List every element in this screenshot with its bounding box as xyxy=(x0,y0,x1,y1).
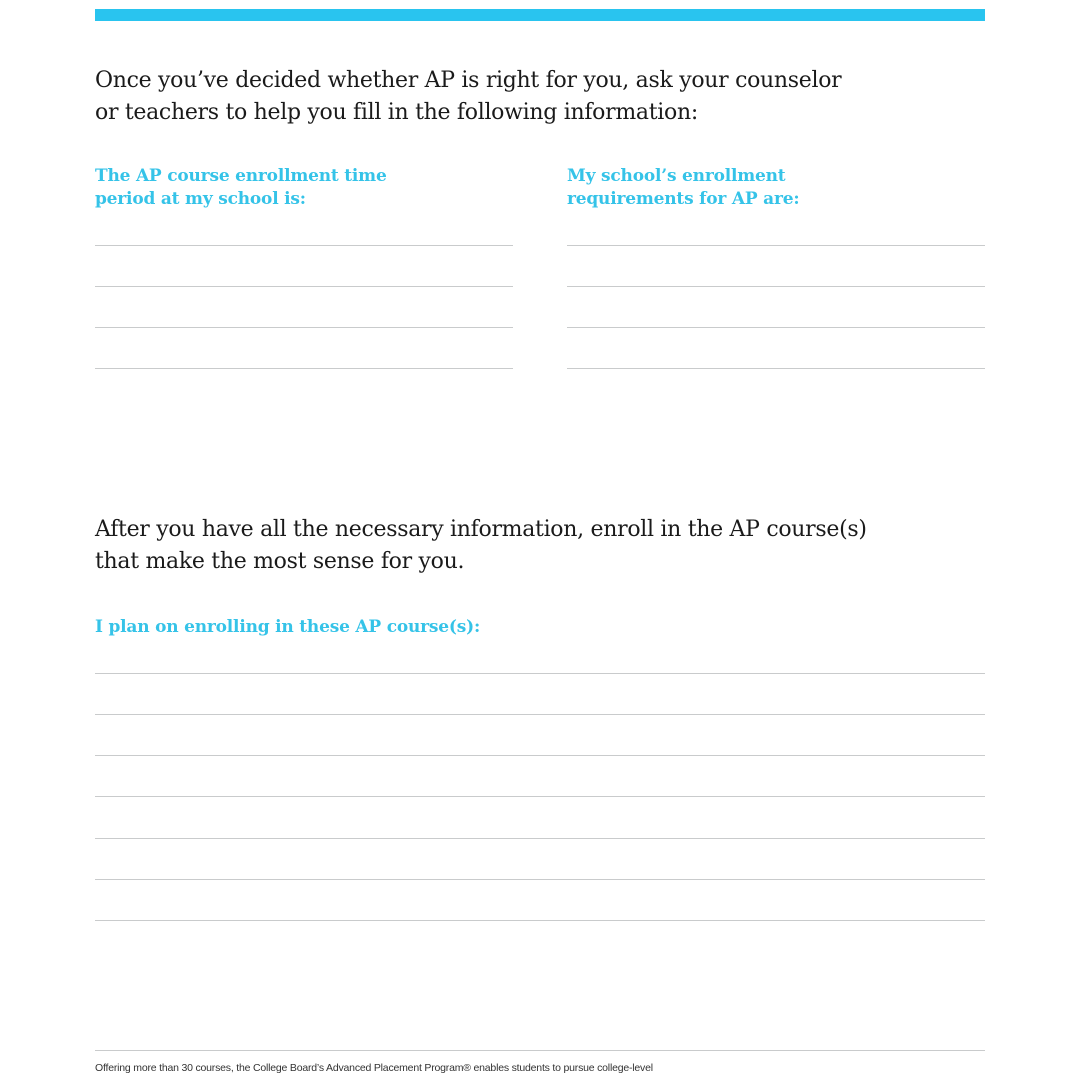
planned-courses-write-line[interactable] xyxy=(95,673,985,674)
section2-intro-line2: that make the most sense for you. xyxy=(95,549,465,574)
enrollment-requirements-write-line[interactable] xyxy=(567,245,985,246)
planned-courses-write-line[interactable] xyxy=(95,920,985,921)
enrollment-period-label xyxy=(95,165,387,211)
enrollment-period-write-line[interactable] xyxy=(95,368,513,369)
enrollment-period-write-line[interactable] xyxy=(95,245,513,246)
enrollment-period-write-line[interactable] xyxy=(95,286,513,287)
enrollment-requirements-label-line1: My school’s enrollment xyxy=(567,166,786,186)
section1-intro-line2: or teachers to help you fill in the following information: xyxy=(95,100,698,125)
header-accent-bar xyxy=(95,9,985,21)
planned-courses-write-line[interactable] xyxy=(95,796,985,797)
footer-divider xyxy=(95,1050,985,1051)
enrollment-period-label-line2: period at my school is: xyxy=(95,189,306,209)
planned-courses-write-line[interactable] xyxy=(95,755,985,756)
enrollment-requirements-write-line[interactable] xyxy=(567,368,985,369)
enrollment-requirements-label xyxy=(567,165,799,211)
footer-text: Offering more than 30 courses, the College Board’s Advanced Placement Program® enables students to pursue college-level xyxy=(95,1062,653,1074)
section2-intro-line1: After you have all the necessary information, enroll in the AP course(s) xyxy=(95,517,867,542)
enrollment-period-write-line[interactable] xyxy=(95,327,513,328)
planned-courses-write-line[interactable] xyxy=(95,714,985,715)
enrollment-period-label-line1: The AP course enrollment time xyxy=(95,166,387,186)
section1-intro-line1: Once you’ve decided whether AP is right for you, ask your counselor xyxy=(95,68,842,93)
enrollment-requirements-write-line[interactable] xyxy=(567,327,985,328)
section2-intro xyxy=(95,514,867,578)
planned-courses-label: I plan on enrolling in these AP course(s): xyxy=(95,617,481,637)
planned-courses-write-line[interactable] xyxy=(95,838,985,839)
section1-intro xyxy=(95,65,841,129)
enrollment-requirements-write-line[interactable] xyxy=(567,286,985,287)
enrollment-requirements-label-line2: requirements for AP are: xyxy=(567,189,800,209)
planned-courses-write-line[interactable] xyxy=(95,879,985,880)
